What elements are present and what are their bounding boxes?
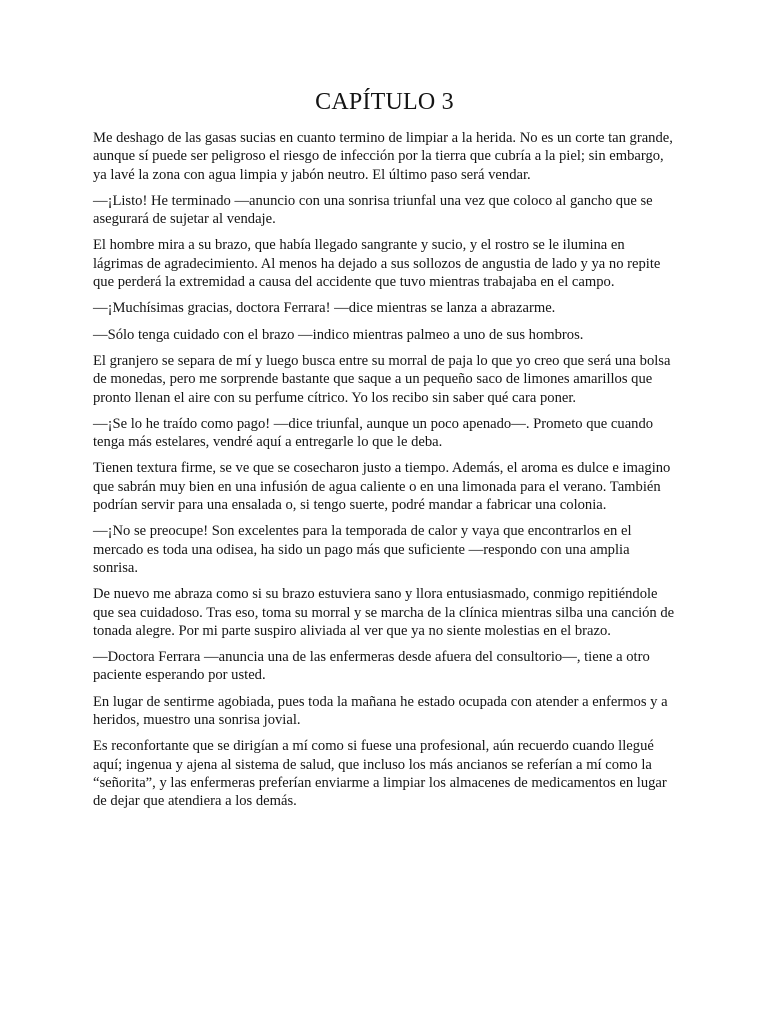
paragraph: Es reconfortante que se dirigían a mí como si fuese una profesional, aún recuerdo cuando llegué aquí; ingenua y ajena al sistema de salud, que incluso los más ancianos se referían a mí como la “señorita”, y las enfermeras preferían enviarme a limpiar los almacenes de medicamentos en lugar de dejar que atendiera a los demás. — [93, 738, 667, 810]
paragraph: El hombre mira a su brazo, que había llegado sangrante y sucio, y el rostro se le ilumina en lágrimas de agradecimiento. Al menos ha dejado a sus sollozos de angustia de lado y ya no repite que perderá la extremidad a causa del accidente que tuvo mientras trabajaba en el campo. — [93, 237, 661, 291]
paragraph: De nuevo me abraza como si su brazo estuviera sano y llora entusiasmado, conmigo repitiéndole que sea cuidadoso. Tras eso, toma su morral y se marcha de la clínica mientras silba una canción de tonada alegre. Por mi parte suspiro aliviada al ver que ya no siente molestias en el brazo. — [93, 586, 675, 639]
paragraph: En lugar de sentirme agobiada, pues toda la mañana he estado ocupada con atender a enfermos y a heridos, muestro una sonrisa jovial. — [93, 693, 668, 729]
paragraph: —¡Listo! He terminado —anuncio con una sonrisa triunfal una vez que coloco al gancho que se asegurará de sujetar al vendaje. — [93, 192, 653, 228]
paragraph: —Doctora Ferrara —anuncia una de las enfermeras desde afuera del consultorio—, tiene a otro paciente esperando por usted. — [93, 649, 650, 684]
paragraph: Tienen textura firme, se ve que se cosecharon justo a tiempo. Además, el aroma es dulce e imagino que sabrán muy bien en una infusión de agua caliente o en una limonada para el verano. También podrían servir para una ensalada o, si tengo suerte, podré mandar a fabricar una colonia. — [93, 460, 671, 514]
paragraph: El granjero se separa de mí y luego busca entre su morral de paja lo que yo creo que será una bolsa de monedas, pero me sorprende bastante que saque a un pequeño saco de limones amarillos que pronto llenan el aire con su perfume cítrico. Yo los recibo sin saber qué cara poner. — [93, 352, 671, 406]
paragraph: —¡Muchísimas gracias, doctora Ferrara! —dice mientras se lanza a abrazarme. — [93, 300, 556, 317]
chapter-title: CAPÍTULO 3 — [315, 89, 454, 115]
chapter-body — [93, 129, 676, 811]
paragraph: —¡Se lo he traído como pago! —dice triunfal, aunque un poco apenado—. Prometo que cuando tenga más estelares, vendré aquí a entregarle lo que le deba. — [93, 415, 654, 451]
paragraph: Me deshago de las gasas sucias en cuanto termino de limpiar a la herida. No es un corte tan grande, aunque sí puede ser peligroso el riesgo de infección por la tierra que cubría a la piel; sin embargo, ya lavé la zona con agua limpia y jabón neutro. El último paso será vendar. — [93, 130, 673, 183]
paragraph: —¡No se preocupe! Son excelentes para la temporada de calor y vaya que encontrarlos en el mercado es toda una odisea, ha sido un pago más que suficiente —respondo con una amplia sonrisa. — [93, 523, 632, 576]
paragraph: —Sólo tenga cuidado con el brazo —indico mientras palmeo a uno de sus hombros. — [93, 326, 584, 343]
